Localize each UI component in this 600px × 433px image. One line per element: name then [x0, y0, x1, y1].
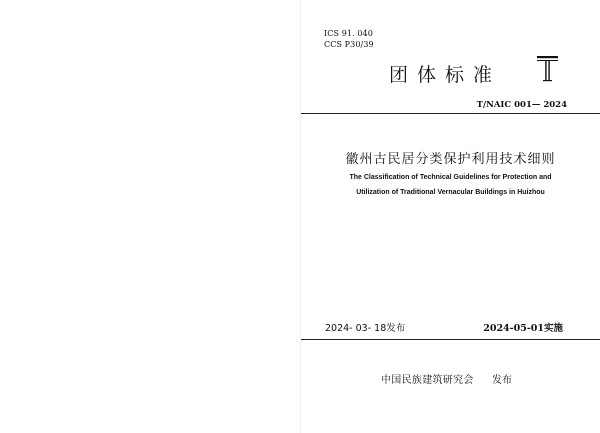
issue-date: 2024- 03- 18发布	[325, 323, 406, 334]
classification-codes	[324, 29, 374, 50]
standard-number: T/NAIC 001— 2024	[476, 100, 567, 110]
title-chinese: 徽州古民居分类保护利用技术细则	[345, 152, 556, 167]
publisher-name: 中国民族建筑研究会	[381, 375, 474, 386]
title-english-line-2: Utilization of Traditional Vernacular Buildings in Huizhou	[356, 189, 545, 196]
implementation-date: 2024-05-01实施	[483, 323, 563, 334]
standard-kind: 团体标准	[389, 64, 502, 86]
publish-label: 发布	[492, 375, 512, 386]
footer-divider	[301, 339, 600, 340]
group-standard-logo-icon	[536, 55, 559, 82]
title-english-line-1: The Classification of Technical Guidelines for Protection and	[349, 174, 552, 181]
cover-page	[301, 0, 600, 433]
ccs-code: CCS P30/39	[324, 39, 374, 49]
ics-code: ICS 91. 040	[324, 29, 373, 38]
header-divider	[301, 113, 600, 114]
